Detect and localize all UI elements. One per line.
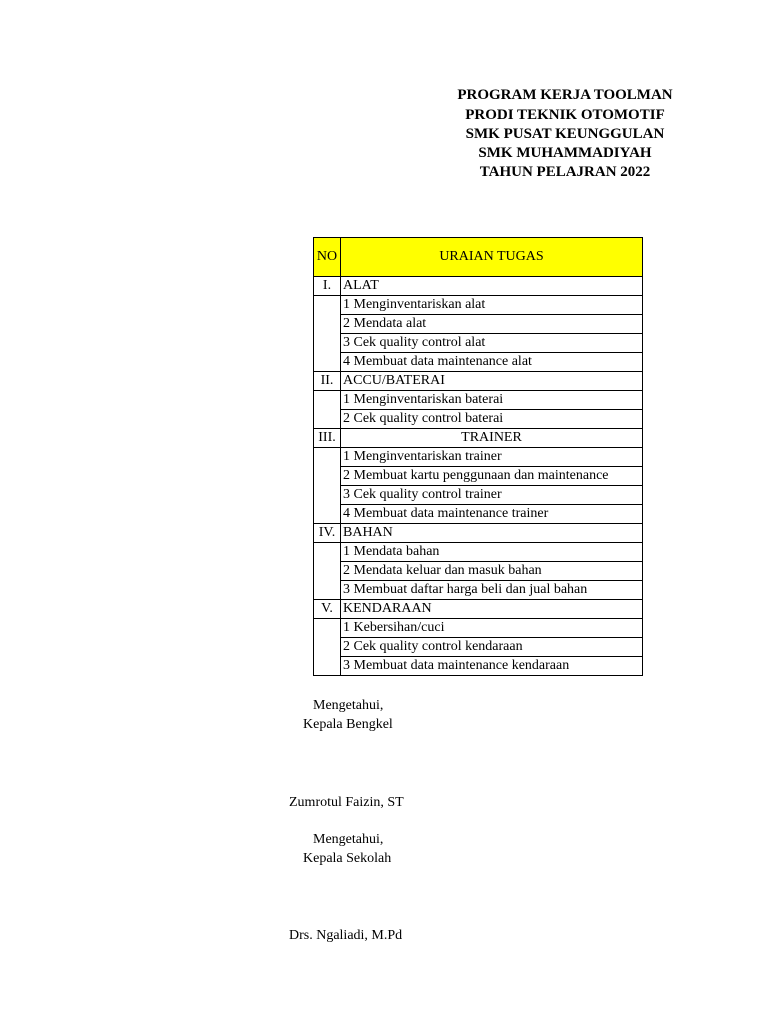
task-item: 1 Menginventariskan alat: [341, 296, 643, 315]
empty-no-cell: [314, 391, 341, 429]
header-uraian: URAIAN TUGAS: [341, 238, 643, 277]
title-line-3: SMK PUSAT KEUNGGULAN: [465, 126, 665, 142]
section-no: II.: [314, 372, 341, 391]
table-row: [314, 562, 643, 581]
title-line-5: TAHUN PELAJRAN 2022: [479, 164, 651, 180]
task-table: [313, 237, 643, 676]
task-item: 3 Membuat data maintenance kendaraan: [341, 657, 643, 676]
task-item: 1 Mendata bahan: [341, 543, 643, 562]
table-row: [314, 543, 643, 562]
task-item: 2 Cek quality control kendaraan: [341, 638, 643, 657]
section-name: TRAINER: [341, 429, 643, 448]
section-no: IV.: [314, 524, 341, 543]
task-item: 2 Membuat kartu penggunaan dan maintenance: [341, 467, 643, 486]
section-no: V.: [314, 600, 341, 619]
table-row: [314, 448, 643, 467]
table-row: [314, 486, 643, 505]
sekolah-role: Kepala Sekolah: [303, 851, 392, 866]
task-item: 1 Menginventariskan baterai: [341, 391, 643, 410]
table-row: [314, 505, 643, 524]
section-name: BAHAN: [341, 524, 643, 543]
task-item: 2 Mendata alat: [341, 315, 643, 334]
table-row: [314, 353, 643, 372]
task-item: 4 Membuat data maintenance trainer: [341, 505, 643, 524]
empty-no-cell: [314, 543, 341, 600]
section-row: [314, 429, 643, 448]
empty-no-cell: [314, 619, 341, 676]
table-row: [314, 391, 643, 410]
task-item: 2 Cek quality control baterai: [341, 410, 643, 429]
bengkel-signer-name: Zumrotul Faizin, ST: [289, 795, 404, 810]
task-item: 3 Cek quality control alat: [341, 334, 643, 353]
table-header-row: [314, 238, 643, 277]
table-row: [314, 638, 643, 657]
task-item: 3 Cek quality control trainer: [341, 486, 643, 505]
task-item: 3 Membuat daftar harga beli dan jual bahan: [341, 581, 643, 600]
empty-no-cell: [314, 448, 341, 524]
bengkel-role: Kepala Bengkel: [303, 717, 393, 732]
task-item: 2 Mendata keluar dan masuk bahan: [341, 562, 643, 581]
section-no: I.: [314, 277, 341, 296]
empty-no-cell: [314, 296, 341, 372]
table-row: [314, 657, 643, 676]
section-row: [314, 277, 643, 296]
section-row: [314, 372, 643, 391]
task-item: 1 Kebersihan/cuci: [341, 619, 643, 638]
table-row: [314, 581, 643, 600]
section-row: [314, 600, 643, 619]
header-no: NO: [314, 238, 341, 277]
task-item: 1 Menginventariskan trainer: [341, 448, 643, 467]
task-item: 4 Membuat data maintenance alat: [341, 353, 643, 372]
title-line-1: PROGRAM KERJA TOOLMAN: [457, 87, 673, 103]
table-row: [314, 410, 643, 429]
title-line-2: PRODI TEKNIK OTOMOTIF: [465, 107, 665, 123]
sekolah-approval-label: Mengetahui,: [313, 832, 384, 847]
section-name: ALAT: [341, 277, 643, 296]
table-row: [314, 619, 643, 638]
table-row: [314, 296, 643, 315]
title-line-4: SMK MUHAMMADIYAH: [478, 145, 652, 161]
table-row: [314, 315, 643, 334]
section-no: III.: [314, 429, 341, 448]
bengkel-approval-label: Mengetahui,: [313, 698, 384, 713]
table-row: [314, 334, 643, 353]
table-row: [314, 467, 643, 486]
sekolah-signer-name: Drs. Ngaliadi, M.Pd: [289, 928, 403, 943]
section-row: [314, 524, 643, 543]
section-name: KENDARAAN: [341, 600, 643, 619]
section-name: ACCU/BATERAI: [341, 372, 643, 391]
